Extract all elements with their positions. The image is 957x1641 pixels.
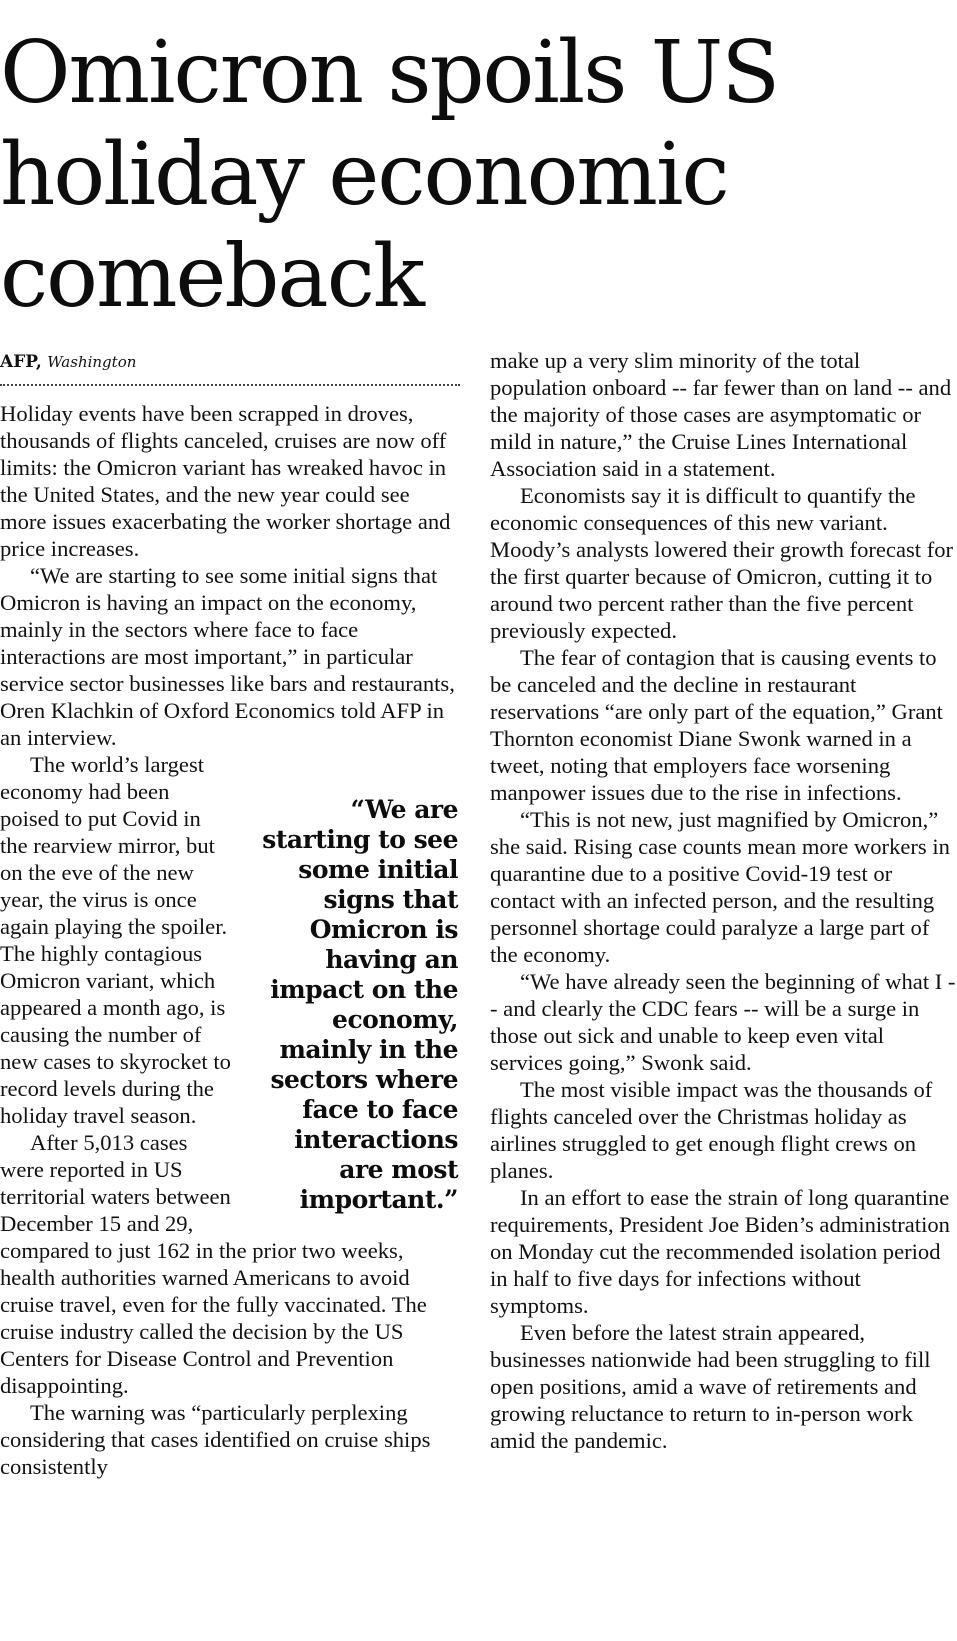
paragraph: make up a very slim minority of the total population onboard -- far fewer than on land -- and the majority of those cases are asymptomatic or mild in nature,” the Cruise Lines International Association said in a statement. (490, 348, 952, 481)
byline-agency: AFP, (0, 352, 42, 372)
paragraph: The world’s largest economy had been poised to put Covid in the rearview mirror, but on the eve of the new year, the virus is once again playing the spoiler. The highly contagious Omicron variant, which appeared a month ago, is causing the number of new cases to skyrocket to record levels during the holiday travel season. (0, 752, 231, 1128)
paragraph: The fear of contagion that is causing events to be canceled and the decline in restaurant reservations “are only part of the equation,” Grant Thornton economist Diane Swonk warned in a tweet, noting that employers face worsening manpower issues due to the rise in infections. (490, 645, 943, 805)
paragraph: “We are starting to see some initial signs that Omicron is having an impact on the economy, mainly in the sectors where face to face interactions are most important,” in particular service sector businesses like bars and restaurants, Oren Klachkin of Oxford Economics told AFP in an interview. (0, 563, 455, 750)
paragraph: “We have already seen the beginning of what I -- and clearly the CDC fears -- will be a surge in those out sick and unable to keep even vital services going,” Swonk said. (490, 969, 956, 1075)
paragraph: Even before the latest strain appeared, businesses nationwide had been struggling to fill open positions, amid a wave of retirements and growing reluctance to return to in-person work amid the pandemic. (490, 1320, 931, 1453)
byline (0, 351, 458, 373)
paragraph: The warning was “particularly perplexing considering that cases identified on cruise ships consistently (0, 1400, 431, 1479)
paragraph: The most visible impact was the thousands of flights canceled over the Christmas holiday as airlines struggled to get enough flight crews on planes. (490, 1077, 933, 1183)
paragraph: In an effort to ease the strain of long quarantine requirements, President Joe Biden’s administration on Monday cut the recommended isolation period in half to five days for infections without symptoms. (490, 1185, 950, 1318)
paragraph: After 5,013 cases were reported in US territorial waters between December 15 and 29, compared to just 162 in the prior two weeks, health authorities warned Americans to avoid cruise travel, even for the fully vaccinated. The cruise industry called the decision by the US Centers for Disease Control and Prevention disappointing. (0, 1130, 427, 1398)
paragraph: Economists say it is difficult to quantify the economic consequences of this new variant. Moody’s analysts lowered their growth forecast for the first quarter because of Omicron, cutting it to around two percent rather than the five percent previously expected. (490, 483, 954, 643)
article-column-left (0, 400, 458, 1480)
byline-divider (0, 384, 460, 386)
headline: Omicron spoils US holiday economic comeback (0, 23, 779, 327)
byline-place: Washington (47, 353, 137, 371)
pull-quote: “We are starting to see some initial signs that Omicron is having an impact on the economy, mainly in the sectors where face to face interactions are most important.” (262, 795, 458, 1214)
paragraph: “This is not new, just magnified by Omicron,” she said. Rising case counts mean more workers in quarantine due to a positive Covid-19 test or contact with an infected person, and the resulting personnel shortage could paralyze a large part of the economy. (490, 807, 950, 967)
paragraph: Holiday events have been scrapped in droves, thousands of flights canceled, cruises are now off limits: the Omicron variant has wreaked havoc in the United States, and the new year could see more issues exacerbating the worker shortage and price increases. (0, 401, 451, 561)
article-column-right (490, 347, 957, 1454)
